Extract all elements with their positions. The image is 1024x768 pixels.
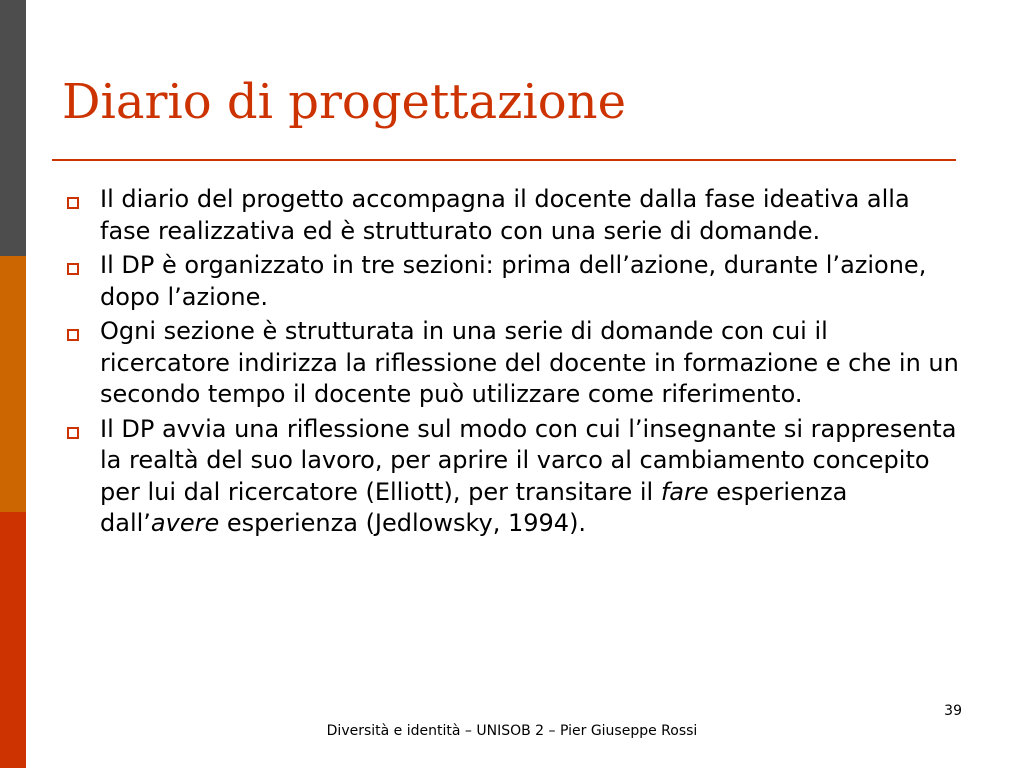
bullet-text: Il DP avvia una riflessione sul modo con cui l’insegnante si rappresenta la realtà del suo lavoro, per aprire il varco al cambiamento concepito per lui dal ricercatore (Elliott), per transitare il fare esperienza dall’avere esperienza (Jedlowsky, 1994). [100, 414, 957, 537]
slide-title: Diario di progettazione [62, 74, 626, 130]
italic-term-avere: avere [150, 509, 220, 537]
sidebar-stripe-middle [0, 256, 26, 512]
bullet-item [62, 184, 962, 247]
sidebar-stripe-top [0, 0, 26, 256]
square-bullet-icon [67, 263, 79, 275]
bullet-text: Il diario del progetto accompagna il docente dalla fase ideativa alla fase realizzativa ed è strutturato con una serie di domande. [100, 185, 910, 245]
italic-term-fare: fare [660, 477, 709, 506]
title-underline [52, 159, 956, 161]
square-bullet-icon [67, 329, 79, 341]
bullet-text: Il DP è organizzato in tre sezioni: prima dell’azione, durante l’azione, dopo l’azione. [100, 251, 927, 311]
bullet-item [62, 316, 962, 411]
page-number: 39 [944, 703, 962, 719]
bullet-item [62, 414, 962, 540]
footer-label: Diversità e identità – UNISOB 2 – Pier Giuseppe Rossi [326, 723, 698, 739]
slide-footer [0, 723, 1024, 739]
square-bullet-icon [67, 427, 79, 439]
square-bullet-icon [67, 197, 79, 209]
bullet-text: Ogni sezione è strutturata in una serie di domande con cui il ricercatore indirizza la riflessione del docente in formazione e che in un secondo tempo il docente può utilizzare come riferimento. [100, 317, 959, 408]
bullet-list [62, 184, 962, 543]
bullet-item [62, 250, 962, 313]
